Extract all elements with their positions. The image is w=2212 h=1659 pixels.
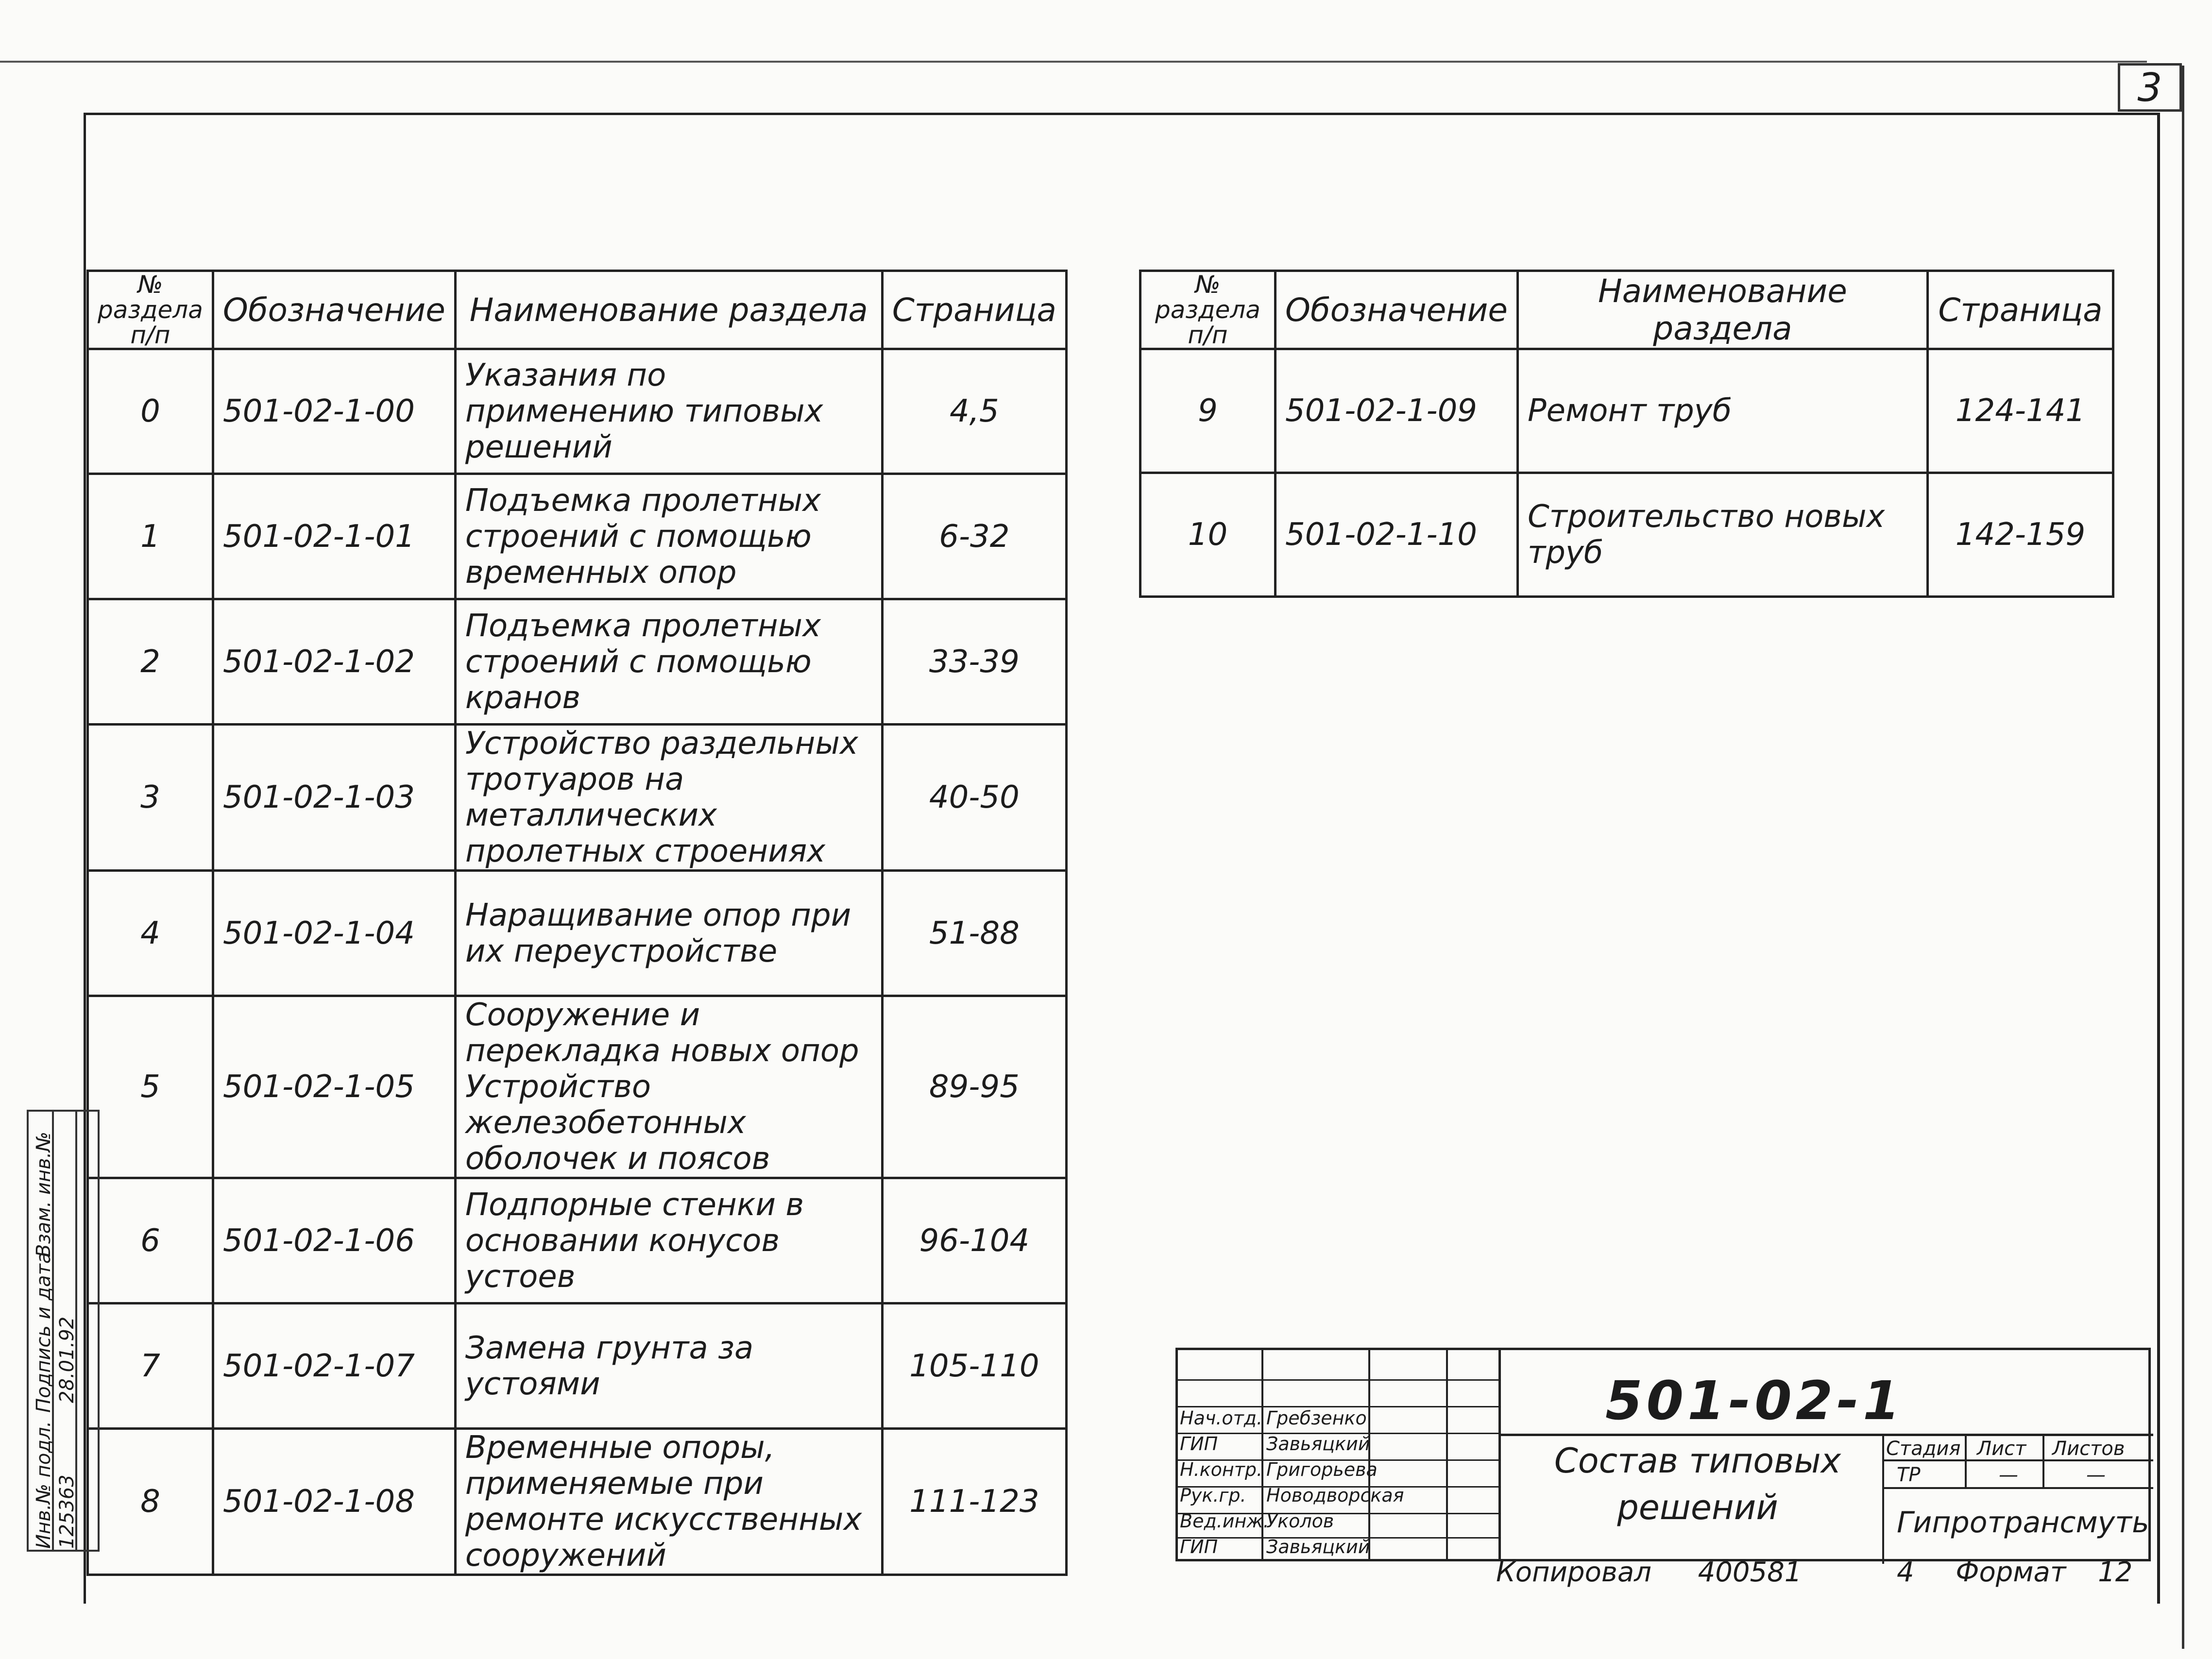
sheet-right-border bbox=[2182, 66, 2184, 1649]
section-name-cell: Подпорные стенки в основании конусов устоев bbox=[455, 1178, 882, 1304]
pages-cell: 89-95 bbox=[882, 996, 1066, 1178]
sheets-total-value: — bbox=[2086, 1464, 2106, 1486]
order-number: 400581 bbox=[1698, 1557, 1802, 1588]
sheets-total-header: Листов bbox=[2052, 1438, 2125, 1460]
right-table-body bbox=[1140, 349, 2113, 597]
margin-approval-stamp bbox=[27, 1110, 100, 1552]
role-label: ГИП bbox=[1180, 1536, 1218, 1557]
table-row bbox=[88, 349, 1067, 474]
role-person-name: Григорьева bbox=[1266, 1459, 1378, 1480]
right-sections-table bbox=[1139, 270, 2114, 598]
left-table-body bbox=[88, 349, 1067, 1575]
title-block bbox=[1175, 1348, 2151, 1561]
document-title: Состав типовых решений bbox=[1554, 1441, 1841, 1527]
stamp-label-replaced: Взам. инв.№ bbox=[33, 1132, 55, 1257]
section-name-cell: Ремонт труб bbox=[1517, 349, 1927, 473]
sheet-value: — bbox=[1999, 1464, 2018, 1486]
role-label: Вед.инж. bbox=[1180, 1510, 1269, 1532]
sheet-digit: 4 bbox=[1896, 1557, 1914, 1588]
left-sections-table bbox=[86, 270, 1068, 1576]
section-name-cell: Наращивание опор при их переустройстве bbox=[455, 871, 882, 996]
table-header-row bbox=[88, 271, 1067, 349]
section-name-cell: Сооружение и перекладка новых опор Устройство железобетонных оболочек и поясов bbox=[455, 996, 882, 1178]
role-person-name: Завьяцкий bbox=[1266, 1433, 1370, 1455]
pages-cell: 142-159 bbox=[1927, 473, 2113, 597]
section-name-cell: Подъемка пролетных строений с помощью временных опор bbox=[455, 474, 882, 599]
sheet-number: 3 bbox=[2137, 65, 2162, 110]
role-label: Рук.гр. bbox=[1180, 1485, 1246, 1506]
section-number-cell: 9 bbox=[1140, 349, 1276, 473]
header-section-number: № раздела п/п bbox=[1140, 271, 1276, 349]
table-row bbox=[88, 599, 1067, 725]
copy-footer bbox=[1496, 1557, 2132, 1588]
section-number-cell: 4 bbox=[88, 871, 213, 996]
designation-cell: 501-02-1-05 bbox=[213, 996, 455, 1178]
header-designation: Обозначение bbox=[213, 271, 455, 349]
role-person-name: Новодворская bbox=[1266, 1485, 1404, 1506]
organization-name: Гипротрансмуть bbox=[1897, 1506, 2149, 1540]
section-name-cell: Временные опоры, применяемые при ремонте искусственных сооружений bbox=[455, 1429, 882, 1575]
table-row bbox=[88, 725, 1067, 871]
table-row bbox=[88, 996, 1067, 1178]
section-number-cell: 5 bbox=[88, 996, 213, 1178]
role-label: Н.контр. bbox=[1180, 1459, 1263, 1480]
pages-cell: 111-123 bbox=[882, 1429, 1066, 1575]
section-number-cell: 8 bbox=[88, 1429, 213, 1575]
header-page: Страница bbox=[1927, 271, 2113, 349]
sheet-header: Лист bbox=[1977, 1438, 2026, 1460]
designation-cell: 501-02-1-07 bbox=[213, 1304, 455, 1429]
table-row bbox=[88, 871, 1067, 996]
stamp-inventory-number: 125363 bbox=[56, 1474, 78, 1549]
header-section-number: № раздела п/п bbox=[88, 271, 213, 349]
section-name-cell: Указания по применению типовых решений bbox=[455, 349, 882, 474]
designation-cell: 501-02-1-06 bbox=[213, 1178, 455, 1304]
designation-cell: 501-02-1-00 bbox=[213, 349, 455, 474]
section-number-cell: 6 bbox=[88, 1178, 213, 1304]
section-number-cell: 7 bbox=[88, 1304, 213, 1429]
designation-cell: 501-02-1-10 bbox=[1275, 473, 1517, 597]
section-number-cell: 1 bbox=[88, 474, 213, 599]
designation-cell: 501-02-1-02 bbox=[213, 599, 455, 725]
pages-cell: 4,5 bbox=[882, 349, 1066, 474]
format-value: 12 bbox=[2098, 1557, 2133, 1588]
designation-cell: 501-02-1-01 bbox=[213, 474, 455, 599]
header-section-name: Наименование раздела bbox=[455, 271, 882, 349]
section-number-cell: 0 bbox=[88, 349, 213, 474]
designation-cell: 501-02-1-04 bbox=[213, 871, 455, 996]
format-label: Формат bbox=[1956, 1557, 2066, 1588]
stage-value: ТР bbox=[1897, 1464, 1921, 1486]
section-name-cell: Устройство раздельных тротуаров на металлических пролетных строениях bbox=[455, 725, 882, 871]
table-row bbox=[88, 1429, 1067, 1575]
designation-cell: 501-02-1-08 bbox=[213, 1429, 455, 1575]
table-header-row bbox=[1140, 271, 2113, 349]
role-person-name: Гребзенко bbox=[1266, 1407, 1367, 1429]
header-section-name: Наименование раздела bbox=[1517, 271, 1927, 349]
header-page: Страница bbox=[882, 271, 1066, 349]
pages-cell: 6-32 bbox=[882, 474, 1066, 599]
sheet-number-box bbox=[2118, 63, 2182, 112]
role-person-name: Завьяцкий bbox=[1266, 1536, 1370, 1557]
sheet-top-border bbox=[0, 61, 2147, 63]
table-row bbox=[88, 1178, 1067, 1304]
pages-cell: 33-39 bbox=[882, 599, 1066, 725]
stamp-label-inventory: Инв.№ подл. bbox=[33, 1421, 55, 1549]
pages-cell: 96-104 bbox=[882, 1178, 1066, 1304]
table-row bbox=[1140, 473, 2113, 597]
role-label: ГИП bbox=[1180, 1433, 1218, 1455]
section-name-cell: Строительство новых труб bbox=[1517, 473, 1927, 597]
section-number-cell: 10 bbox=[1140, 473, 1276, 597]
table-row bbox=[1140, 349, 2113, 473]
role-label: Нач.отд. bbox=[1180, 1407, 1263, 1429]
designation-cell: 501-02-1-03 bbox=[213, 725, 455, 871]
pages-cell: 105-110 bbox=[882, 1304, 1066, 1429]
section-name-cell: Замена грунта за устоями bbox=[455, 1304, 882, 1429]
stage-header: Стадия bbox=[1886, 1438, 1961, 1460]
stamp-date: 28.01.92 bbox=[56, 1316, 78, 1403]
role-person-name: Уколов bbox=[1266, 1510, 1334, 1532]
designation-cell: 501-02-1-09 bbox=[1275, 349, 1517, 473]
table-row bbox=[88, 474, 1067, 599]
section-number-cell: 2 bbox=[88, 599, 213, 725]
header-designation: Обозначение bbox=[1275, 271, 1517, 349]
copied-label: Копировал bbox=[1496, 1557, 1651, 1588]
section-number-cell: 3 bbox=[88, 725, 213, 871]
document-code: 501-02-1 bbox=[1605, 1370, 1904, 1432]
stamp-label-signature: Подпись и дата bbox=[33, 1252, 55, 1413]
table-row bbox=[88, 1304, 1067, 1429]
pages-cell: 51-88 bbox=[882, 871, 1066, 996]
pages-cell: 40-50 bbox=[882, 725, 1066, 871]
section-name-cell: Подъемка пролетных строений с помощью кранов bbox=[455, 599, 882, 725]
pages-cell: 124-141 bbox=[1927, 349, 2113, 473]
